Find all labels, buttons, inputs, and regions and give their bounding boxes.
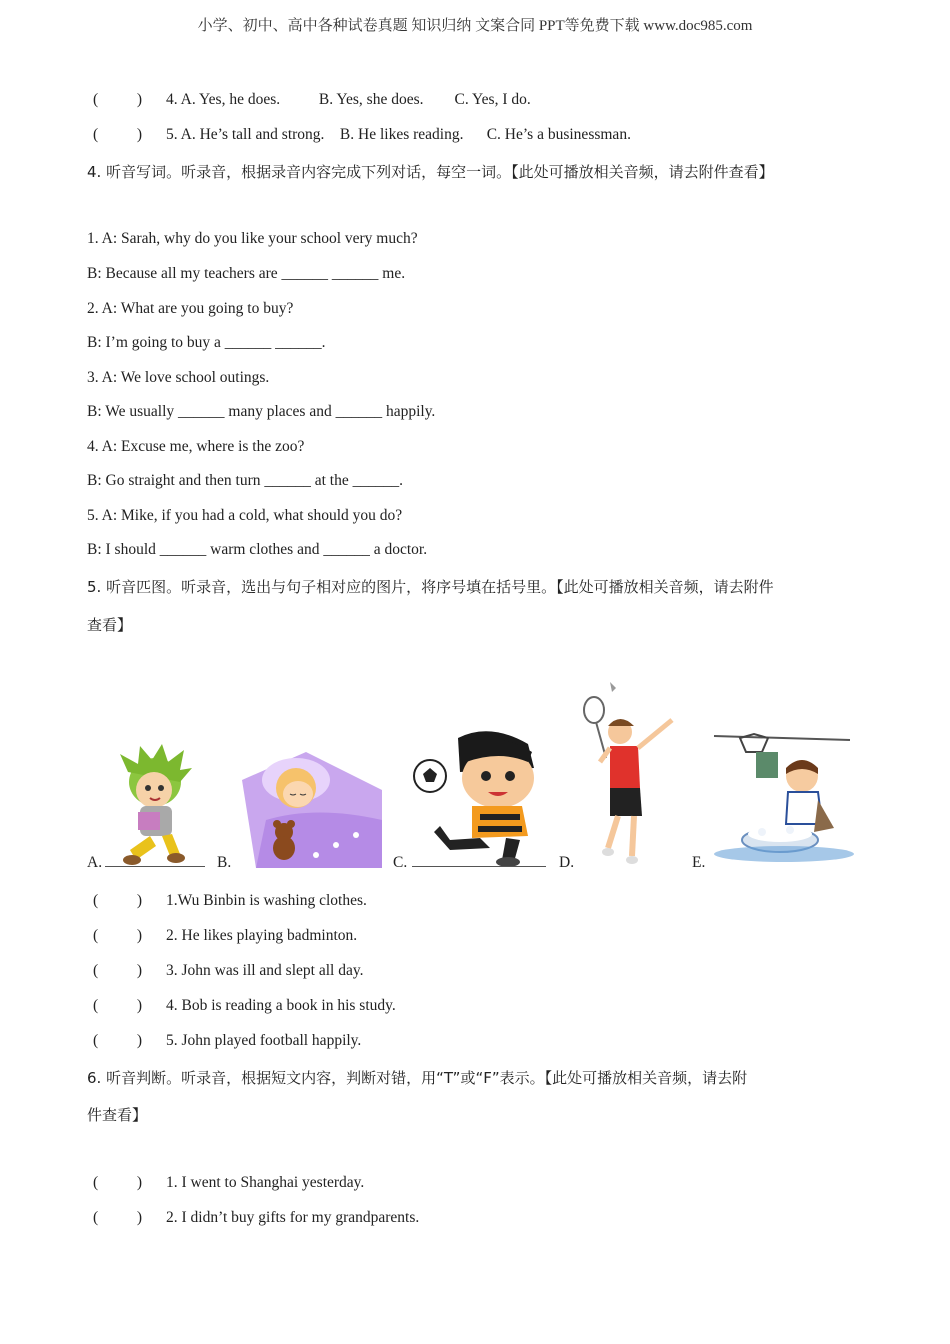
question-text: 1. I went to Shanghai yesterday. bbox=[166, 1174, 365, 1191]
answer-paren[interactable]: ( ) bbox=[93, 997, 143, 1014]
answer-paren[interactable]: ( ) bbox=[93, 892, 143, 909]
boy-playing-football-picture bbox=[410, 728, 545, 868]
question-text: 2. I didn’t buy gifts for my grandparents. bbox=[166, 1209, 420, 1226]
answer-paren[interactable]: ( ) bbox=[93, 1032, 143, 1049]
answer-paren[interactable]: ( ) bbox=[93, 91, 143, 108]
question-text: 3. John was ill and slept all day. bbox=[166, 962, 364, 979]
picture-a-underline bbox=[105, 866, 205, 867]
section6-heading: 6. 听音判断。听录音，根据短文内容，判断对错，用“T”或“F”表示。【此处可播放相关音频，请去附 bbox=[87, 1069, 748, 1087]
section5-heading-cont: 查看】 bbox=[87, 616, 133, 634]
picture-c-underline bbox=[412, 866, 546, 867]
dialogue-line: B: Go straight and then turn ______ at the ______. bbox=[87, 472, 403, 489]
dialogue-line: 2. A: What are you going to buy? bbox=[87, 300, 294, 317]
answer-paren[interactable]: ( ) bbox=[93, 962, 143, 979]
section5-heading: 5. 听音匹图。听录音，选出与句子相对应的图片，将序号填在括号里。【此处可播放相关音频，请去附件 bbox=[87, 578, 774, 596]
section4-heading: 4. 听音写词。听录音，根据录音内容完成下列对话，每空一词。【此处可播放相关音频，请去附件查看】 bbox=[87, 163, 774, 181]
picture-label-b: B. bbox=[217, 854, 232, 871]
page-header: 小学、初中、高中各种试卷真题 知识归纳 文案合同 PPT等免费下载 www.doc985.com bbox=[197, 18, 753, 34]
answer-paren[interactable]: ( ) bbox=[93, 1174, 143, 1191]
question-text: 5. John played football happily. bbox=[166, 1032, 362, 1049]
question-text: 4. A. Yes, he does. B. Yes, she does. C. Yes, I do. bbox=[166, 91, 531, 108]
question-text: 4. Bob is reading a book in his study. bbox=[166, 997, 396, 1014]
dialogue-line: B: I’m going to buy a ______ ______. bbox=[87, 334, 326, 351]
picture-label-a: A. bbox=[87, 854, 103, 871]
dialogue-line: B: We usually ______ many places and ______ happily. bbox=[87, 403, 436, 420]
dialogue-line: 3. A: We love school outings. bbox=[87, 369, 270, 386]
boy-reading-picture bbox=[110, 742, 195, 867]
dialogue-line: B: Because all my teachers are ______ ______ me. bbox=[87, 265, 406, 282]
answer-paren[interactable]: ( ) bbox=[93, 927, 143, 944]
dialogue-line: 5. A: Mike, if you had a cold, what should you do? bbox=[87, 507, 403, 524]
picture-label-c: C. bbox=[393, 854, 408, 871]
dialogue-line: 1. A: Sarah, why do you like your school very much? bbox=[87, 230, 418, 247]
picture-label-d: D. bbox=[559, 854, 575, 871]
boy-washing-clothes-picture bbox=[710, 728, 855, 868]
sick-boy-sleeping-picture bbox=[236, 750, 382, 868]
answer-paren[interactable]: ( ) bbox=[93, 126, 143, 143]
boy-playing-badminton-picture bbox=[580, 676, 680, 868]
answer-paren[interactable]: ( ) bbox=[93, 1209, 143, 1226]
question-text: 1.Wu Binbin is washing clothes. bbox=[166, 892, 367, 909]
dialogue-line: B: I should ______ warm clothes and ______ a doctor. bbox=[87, 541, 428, 558]
section6-heading-cont: 件查看】 bbox=[87, 1106, 148, 1124]
dialogue-line: 4. A: Excuse me, where is the zoo? bbox=[87, 438, 305, 455]
question-text: 5. A. He’s tall and strong. B. He likes reading. C. He’s a businessman. bbox=[166, 126, 631, 143]
picture-label-e: E. bbox=[692, 854, 706, 871]
question-text: 2. He likes playing badminton. bbox=[166, 927, 358, 944]
